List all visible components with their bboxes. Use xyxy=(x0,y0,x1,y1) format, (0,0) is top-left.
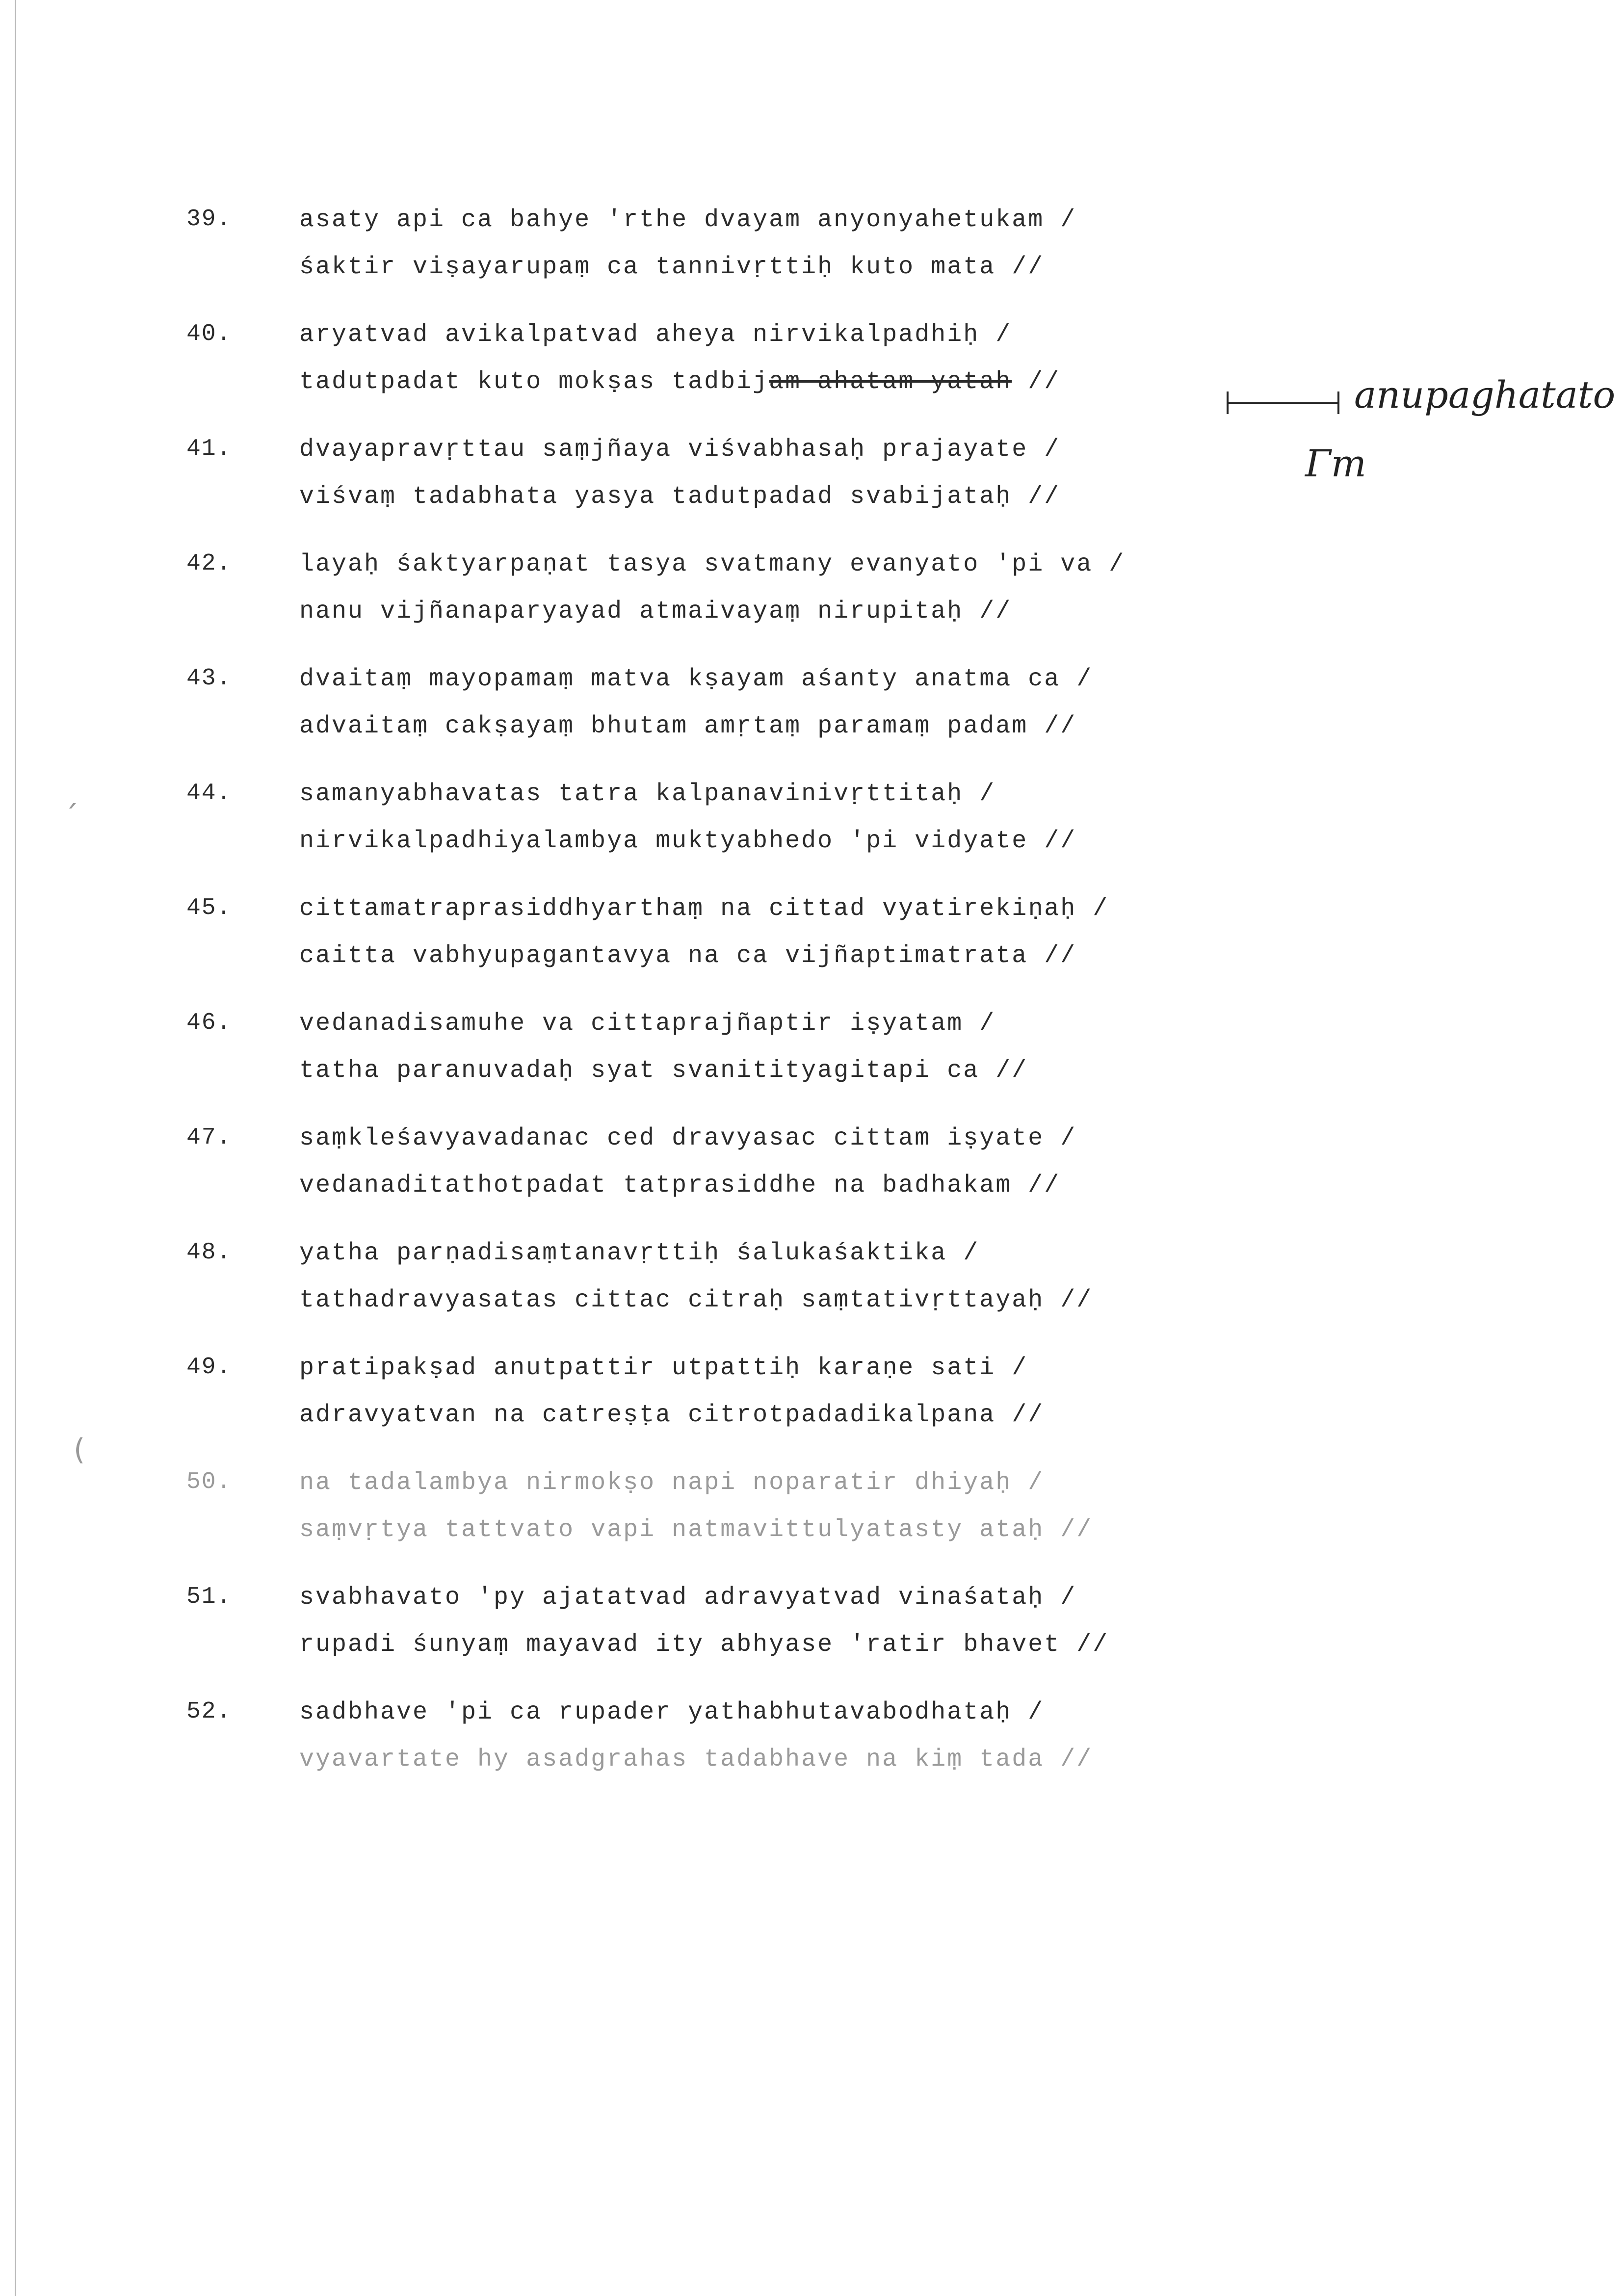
verse-number: 46. xyxy=(186,1010,232,1036)
verse-line-2 xyxy=(299,368,1060,396)
verse-line-2: śaktir viṣayarupaṃ ca tannivṛttiḥ kuto mata // xyxy=(299,253,1045,281)
verse-40 xyxy=(186,321,1168,419)
verse-line-1: dvaitaṃ mayopamaṃ matva kṣayam aśanty anatma ca / xyxy=(299,665,1093,693)
verse-45 xyxy=(186,895,1168,993)
verse-line-2: rupadi śunyaṃ mayavad ity abhyase 'ratir bhavet // xyxy=(299,1631,1109,1659)
verse-number: 45. xyxy=(186,895,232,921)
verse-line-1: layaḥ śaktyarpaṇat tasya svatmany evanyato 'pi va / xyxy=(299,550,1126,578)
verse-number: 41. xyxy=(186,436,232,462)
verse-number: 49. xyxy=(186,1354,232,1381)
verse-number: 42. xyxy=(186,550,232,577)
verse-line-1: samanyabhavatas tatra kalpanavinivṛttitaḥ / xyxy=(299,780,996,808)
verse-number: 50. xyxy=(186,1469,232,1495)
verse-47 xyxy=(186,1124,1168,1223)
verse-line-2: vyavartate hy asadgrahas tadabhave na kiṃ tada // xyxy=(299,1746,1093,1774)
verse-number: 52. xyxy=(186,1698,232,1725)
verse-line-2: saṃvṛtya tattvato vapi natmavittulyatasty ataḥ // xyxy=(299,1516,1093,1544)
verse-line-1: asaty api ca bahye 'rthe dvayam anyonyahetukam / xyxy=(299,206,1077,234)
verse-number: 43. xyxy=(186,665,232,692)
verse-line-2: viśvaṃ tadabhata yasya tadutpadad svabijataḥ // xyxy=(299,483,1061,511)
verse-line-1: svabhavato 'py ajatatvad adravyatvad vinaśataḥ / xyxy=(299,1584,1077,1612)
margin-handwritten-note: anupaghatato xyxy=(1354,373,1616,417)
stray-pen-mark: ( xyxy=(74,1433,85,1467)
verse-number: 48. xyxy=(186,1239,232,1266)
verse-39 xyxy=(186,206,1168,304)
verse-42 xyxy=(186,550,1168,649)
verse-number: 39. xyxy=(186,206,232,233)
verse-line-2: caitta vabhyupagantavya na ca vijñaptimatrata // xyxy=(299,942,1077,970)
verse-number: 40. xyxy=(186,321,232,347)
verse-number: 51. xyxy=(186,1584,232,1610)
verse-line-2: tathadravyasatas cittac citraḥ saṃtativṛttayaḥ // xyxy=(299,1286,1093,1314)
verse-line-1: sadbhave 'pi ca rupader yathabhutavabodhataḥ / xyxy=(299,1698,1045,1726)
verse-line-1: saṃkleśavyavadanac ced dravyasac cittam iṣyate / xyxy=(299,1124,1077,1152)
verse-line-1: yatha parṇadisaṃtanavṛttiḥ śalukaśaktika / xyxy=(299,1239,980,1267)
struck-out-text: am ahatam yatah xyxy=(769,368,1012,396)
stray-pen-mark: ´ xyxy=(64,800,79,834)
verse-line-2-end: // xyxy=(1012,368,1061,396)
verse-line-1: cittamatraprasiddhyarthaṃ na cittad vyatirekiṇaḥ / xyxy=(299,895,1109,923)
verse-50 xyxy=(186,1469,1168,1567)
verse-line-2: advaitaṃ cakṣayaṃ bhutam amṛtaṃ paramaṃ padam // xyxy=(299,712,1077,740)
verse-line-1: dvayapravṛttau saṃjñaya viśvabhasaḥ prajayate / xyxy=(299,436,1061,464)
margin-bracket-mark xyxy=(1227,402,1339,404)
verse-46 xyxy=(186,1010,1168,1108)
page-edge-line xyxy=(15,0,16,2296)
margin-handwritten-mark: Γm xyxy=(1305,442,1366,485)
verse-line-2: tatha paranuvadaḥ syat svanitityagitapi ca // xyxy=(299,1057,1028,1085)
verse-number: 44. xyxy=(186,780,232,807)
verse-41 xyxy=(186,436,1168,534)
verse-48 xyxy=(186,1239,1168,1337)
verse-line-2: nanu vijñanaparyayad atmaivayaṃ nirupitaḥ // xyxy=(299,598,1012,626)
verse-line-2: adravyatvan na catreṣṭa citrotpadadikalpana // xyxy=(299,1401,1045,1429)
verse-line-2-text: tadutpadat kuto mokṣas tadbij xyxy=(299,368,769,396)
verse-line-1: aryatvad avikalpatvad aheya nirvikalpadhiḥ / xyxy=(299,321,1012,349)
verse-line-1: vedanadisamuhe va cittaprajñaptir iṣyatam / xyxy=(299,1010,996,1038)
verse-line-1: pratipakṣad anutpattir utpattiḥ karaṇe sati / xyxy=(299,1354,1028,1382)
verse-51 xyxy=(186,1584,1168,1682)
verse-49 xyxy=(186,1354,1168,1452)
verse-43 xyxy=(186,665,1168,763)
verse-52 xyxy=(186,1698,1168,1797)
verse-44 xyxy=(186,780,1168,878)
verse-line-2: nirvikalpadhiyalambya muktyabhedo 'pi vidyate // xyxy=(299,827,1077,855)
verse-line-2: vedanaditathotpadat tatprasiddhe na badhakam // xyxy=(299,1172,1061,1200)
verse-line-1: na tadalambya nirmokṣo napi noparatir dhiyaḥ / xyxy=(299,1469,1045,1497)
verse-number: 47. xyxy=(186,1124,232,1151)
